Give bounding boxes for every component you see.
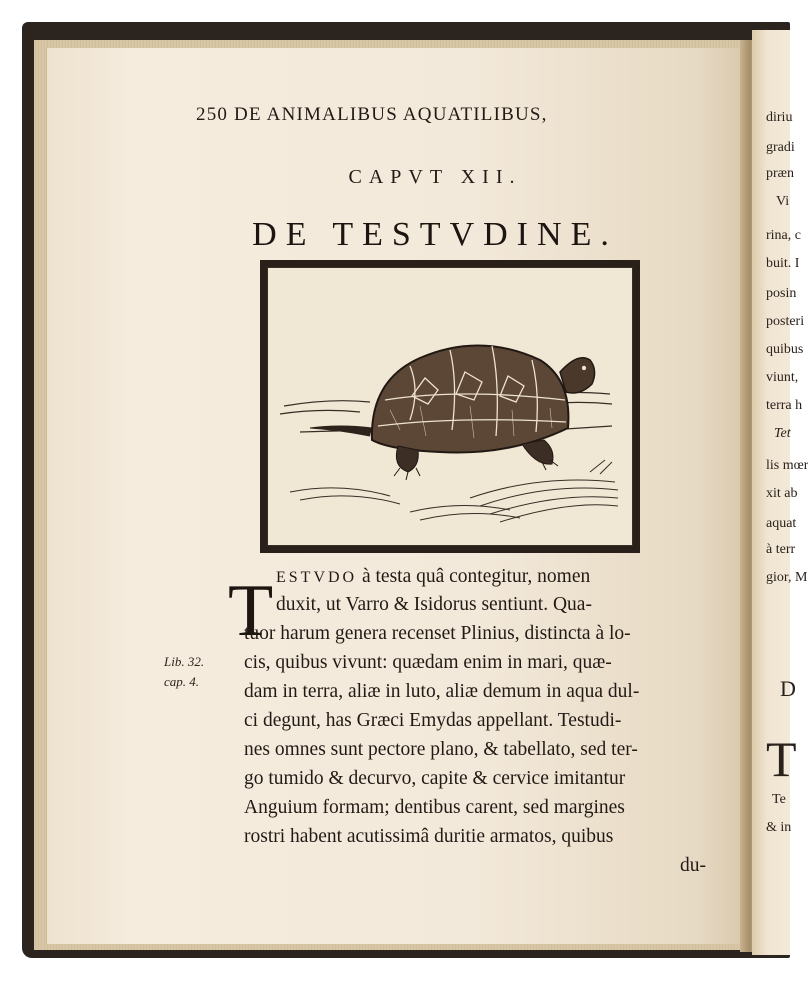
right-page-fragment: buit. I bbox=[766, 256, 800, 271]
text-line: tuor harum genera recenset Plinius, distincta à lo- bbox=[244, 623, 631, 644]
right-page-fragment: rina, c bbox=[766, 228, 801, 243]
right-page-fragment: à terr bbox=[766, 542, 796, 557]
right-page-fragment: & in bbox=[766, 820, 792, 835]
right-page-fragment: terra h bbox=[766, 398, 803, 413]
right-page-fragment: Vi bbox=[776, 194, 790, 209]
text-line bbox=[276, 566, 590, 588]
right-page-fragment: quibus bbox=[766, 342, 804, 357]
text-line: nes omnes sunt pectore plano, & tabellato, sed ter- bbox=[244, 739, 638, 760]
running-head: 250 DE ANIMALIBUS AQUATILIBUS, bbox=[196, 104, 548, 125]
catchword: du- bbox=[680, 855, 706, 876]
chapter-title: DE TESTVDINE. bbox=[252, 216, 618, 253]
right-page-fragment: lis mœr bbox=[766, 458, 808, 473]
turtle-icon bbox=[260, 260, 640, 553]
margin-note-chapter: cap. 4. bbox=[164, 674, 200, 689]
right-page-fragment: gior, M bbox=[766, 570, 808, 585]
right-page-fragment: posteri bbox=[766, 314, 805, 329]
right-page-fragment: gradi bbox=[766, 140, 795, 155]
right-page-fragment: Tet bbox=[774, 426, 791, 441]
right-page-fragment: xit ab bbox=[766, 486, 798, 501]
text-line: ci degunt, has Græci Emydas appellant. Testudi- bbox=[244, 710, 622, 731]
chapter-number: CAPVT XII. bbox=[348, 166, 522, 188]
right-page-fragment: T bbox=[766, 731, 797, 787]
text-line: duxit, ut Varro & Isidorus sentiunt. Qua- bbox=[276, 594, 592, 615]
text-line: dam in terra, aliæ in luto, aliæ demum in aqua dul- bbox=[244, 681, 640, 702]
right-page-fragment: Te bbox=[772, 792, 786, 807]
text-line: cis, quibus vivunt: quædam enim in mari, quæ- bbox=[244, 652, 612, 673]
right-page-fragment: præn bbox=[766, 166, 794, 181]
text-line-content: à testa quâ contegitur, nomen bbox=[361, 566, 591, 587]
right-page-fragment: diriu bbox=[766, 110, 793, 125]
right-page-fragment: viunt, bbox=[766, 370, 799, 385]
margin-note-book: Lib. 32. bbox=[164, 654, 205, 669]
right-page-fragment: aquat bbox=[766, 516, 797, 531]
text-line: Anguium formam; dentibus carent, sed margines bbox=[244, 797, 625, 818]
text-line: rostri habent acutissimâ duritie armatos, quibus bbox=[244, 826, 614, 847]
drop-cap: T bbox=[228, 570, 274, 652]
first-word: ESTVDO bbox=[276, 569, 358, 586]
turtle-woodcut-illustration bbox=[260, 260, 640, 553]
text-line: go tumido & decurvo, capite & cervice imitantur bbox=[244, 768, 626, 789]
right-page-fragment: D bbox=[780, 676, 796, 701]
right-page-fragment: posin bbox=[766, 286, 797, 301]
